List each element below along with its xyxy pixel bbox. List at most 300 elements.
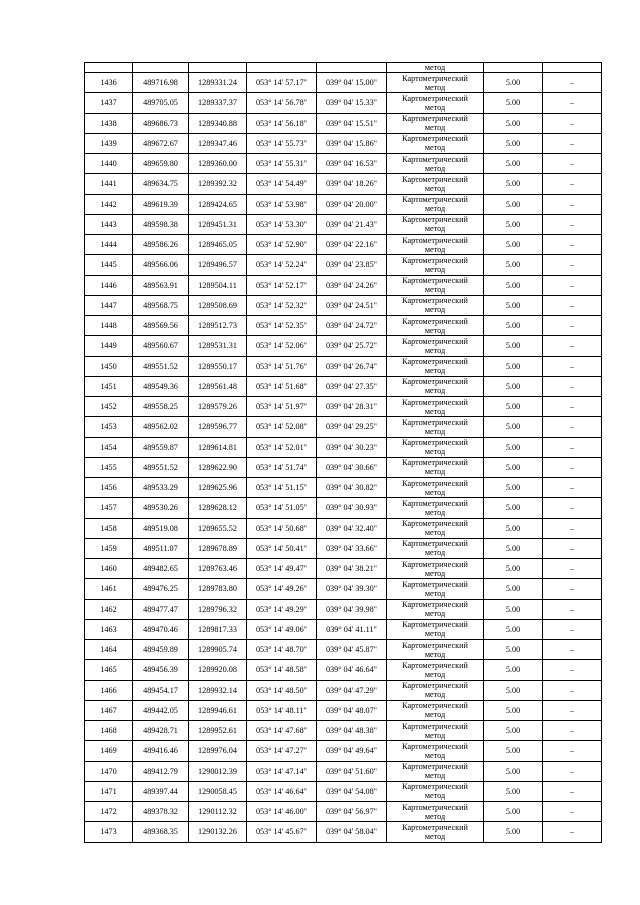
empty-cell — [189, 63, 247, 73]
x-coordinate-cell: 489598.38 — [133, 214, 189, 234]
x-coordinate-cell: 489442.05 — [133, 700, 189, 720]
longitude-cell: 039° 04' 38.21" — [317, 559, 387, 579]
table-row — [85, 437, 602, 457]
x-coordinate-cell: 489566.06 — [133, 255, 189, 275]
latitude-cell: 053° 14' 56.78" — [247, 93, 317, 113]
precision-cell: 5.00 — [484, 498, 543, 518]
note-cell: – — [543, 599, 602, 619]
longitude-cell: 039° 04' 47.29" — [317, 680, 387, 700]
point-number-cell: 1454 — [85, 437, 133, 457]
table-row — [85, 518, 602, 538]
method-line-1: Картометрический — [402, 114, 468, 124]
longitude-cell: 039° 04' 21.43" — [317, 214, 387, 234]
x-coordinate-cell: 489659.80 — [133, 154, 189, 174]
precision-cell: 5.00 — [484, 397, 543, 417]
note-cell: – — [543, 275, 602, 295]
longitude-cell: 039° 04' 23.85" — [317, 255, 387, 275]
method-line-1: Картометрический — [402, 296, 468, 306]
latitude-cell: 053° 14' 46.00" — [247, 802, 317, 822]
method-line-2: метод — [424, 102, 446, 112]
method-line-1: Картометрический — [402, 93, 468, 103]
method-cell — [387, 457, 484, 477]
x-coordinate-cell: 489559.87 — [133, 437, 189, 457]
longitude-cell: 039° 04' 41.11" — [317, 619, 387, 639]
x-coordinate-cell: 489459.89 — [133, 640, 189, 660]
point-number-cell: 1443 — [85, 214, 133, 234]
y-coordinate-cell: 1289561.48 — [189, 376, 247, 396]
longitude-cell: 039° 04' 56.97" — [317, 802, 387, 822]
empty-cell — [85, 63, 133, 73]
precision-cell: 5.00 — [484, 133, 543, 153]
method-line-1: Картометрический — [402, 681, 468, 691]
y-coordinate-cell: 1289596.77 — [189, 417, 247, 437]
x-coordinate-cell: 489705.05 — [133, 93, 189, 113]
latitude-cell: 053° 14' 50.41" — [247, 538, 317, 558]
table-row — [85, 214, 602, 234]
precision-cell: 5.00 — [484, 721, 543, 741]
method-line-2: метод — [424, 669, 446, 679]
note-cell: – — [543, 336, 602, 356]
point-number-cell: 1446 — [85, 275, 133, 295]
latitude-cell: 053° 14' 48.50" — [247, 680, 317, 700]
precision-cell: 5.00 — [484, 154, 543, 174]
method-line-2: метод — [424, 750, 446, 760]
latitude-cell: 053° 14' 52.24" — [247, 255, 317, 275]
y-coordinate-cell: 1290012.39 — [189, 761, 247, 781]
point-number-cell: 1442 — [85, 194, 133, 214]
table-row — [85, 619, 602, 639]
latitude-cell: 053° 14' 52.35" — [247, 316, 317, 336]
table-row — [85, 498, 602, 518]
table-row — [85, 376, 602, 396]
method-line-1: Картометрический — [402, 640, 468, 650]
method-line-1: Картометрический — [402, 154, 468, 164]
longitude-cell: 039° 04' 20.00" — [317, 194, 387, 214]
latitude-cell: 053° 14' 45.67" — [247, 822, 317, 842]
table-row — [85, 781, 602, 801]
method-cell — [387, 336, 484, 356]
precision-cell: 5.00 — [484, 194, 543, 214]
y-coordinate-cell: 1289655.52 — [189, 518, 247, 538]
y-coordinate-cell: 1289920.08 — [189, 660, 247, 680]
latitude-cell: 053° 14' 46.64" — [247, 781, 317, 801]
method-cell — [387, 802, 484, 822]
longitude-cell: 039° 04' 30.23" — [317, 437, 387, 457]
x-coordinate-cell: 489530.26 — [133, 498, 189, 518]
method-cell — [387, 113, 484, 133]
latitude-cell: 053° 14' 55.31" — [247, 154, 317, 174]
table-row — [85, 741, 602, 761]
method-line-1: Картометрический — [402, 458, 468, 468]
longitude-cell: 039° 04' 33.66" — [317, 538, 387, 558]
longitude-cell: 039° 04' 18.26" — [317, 174, 387, 194]
method-line-2: метод — [424, 406, 446, 416]
point-number-cell: 1471 — [85, 781, 133, 801]
x-coordinate-cell: 489454.17 — [133, 680, 189, 700]
table-row — [85, 660, 602, 680]
point-number-cell: 1453 — [85, 417, 133, 437]
method-line-1: Картометрический — [402, 519, 468, 529]
y-coordinate-cell: 1289512.73 — [189, 316, 247, 336]
x-coordinate-cell: 489686.73 — [133, 113, 189, 133]
table-row — [85, 397, 602, 417]
method-line-2: метод — [424, 730, 446, 740]
precision-cell: 5.00 — [484, 781, 543, 801]
precision-cell: 5.00 — [484, 93, 543, 113]
longitude-cell: 039° 04' 15.33" — [317, 93, 387, 113]
table-row — [85, 822, 602, 842]
method-line-2: метод — [424, 649, 446, 659]
precision-cell: 5.00 — [484, 700, 543, 720]
x-coordinate-cell: 489568.75 — [133, 295, 189, 315]
method-line-2: метод — [424, 82, 446, 92]
latitude-cell: 053° 14' 52.32" — [247, 295, 317, 315]
latitude-cell: 053° 14' 54.49" — [247, 174, 317, 194]
longitude-cell: 039° 04' 15.00" — [317, 73, 387, 93]
longitude-cell: 039° 04' 26.74" — [317, 356, 387, 376]
x-coordinate-cell: 489511.07 — [133, 538, 189, 558]
latitude-cell: 053° 14' 53.30" — [247, 214, 317, 234]
table-row — [85, 599, 602, 619]
precision-cell: 5.00 — [484, 316, 543, 336]
method-line-2: метод — [424, 224, 446, 234]
point-number-cell: 1448 — [85, 316, 133, 336]
latitude-cell: 053° 14' 47.27" — [247, 741, 317, 761]
longitude-cell: 039° 04' 15.51" — [317, 113, 387, 133]
note-cell: – — [543, 700, 602, 720]
method-cell — [387, 397, 484, 417]
method-line-2: метод — [424, 507, 446, 517]
table-row — [85, 154, 602, 174]
latitude-cell: 053° 14' 47.68" — [247, 721, 317, 741]
precision-cell: 5.00 — [484, 174, 543, 194]
y-coordinate-cell: 1289932.14 — [189, 680, 247, 700]
note-cell: – — [543, 478, 602, 498]
y-coordinate-cell: 1289392.32 — [189, 174, 247, 194]
latitude-cell: 053° 14' 52.08" — [247, 417, 317, 437]
point-number-cell: 1465 — [85, 660, 133, 680]
y-coordinate-cell: 1289508.69 — [189, 295, 247, 315]
method-cell — [387, 93, 484, 113]
note-cell: – — [543, 579, 602, 599]
longitude-cell: 039° 04' 46.64" — [317, 660, 387, 680]
method-line-1: Картометрический — [402, 336, 468, 346]
longitude-cell: 039° 04' 51.60" — [317, 761, 387, 781]
note-cell: – — [543, 356, 602, 376]
method-line-1: Картометрический — [402, 802, 468, 812]
method-line-2: метод — [424, 285, 446, 295]
longitude-cell: 039° 04' 49.64" — [317, 741, 387, 761]
point-number-cell: 1463 — [85, 619, 133, 639]
method-line-2: метод — [424, 588, 446, 598]
x-coordinate-cell: 489562.02 — [133, 417, 189, 437]
table-row — [85, 336, 602, 356]
method-line-1: Картометрический — [402, 822, 468, 832]
y-coordinate-cell: 1289625.96 — [189, 478, 247, 498]
point-number-cell: 1467 — [85, 700, 133, 720]
method-line-2: метод — [424, 386, 446, 396]
precision-cell: 5.00 — [484, 599, 543, 619]
table-row — [85, 93, 602, 113]
method-line-1: Картометрический — [402, 235, 468, 245]
method-line-2: метод — [424, 528, 446, 538]
note-cell: – — [543, 619, 602, 639]
method-cell — [387, 781, 484, 801]
method-line-1: Картометрический — [402, 134, 468, 144]
note-cell: – — [543, 457, 602, 477]
y-coordinate-cell: 1290112.32 — [189, 802, 247, 822]
method-line-1: Картометрический — [402, 782, 468, 792]
point-number-cell: 1439 — [85, 133, 133, 153]
note-cell: – — [543, 559, 602, 579]
y-coordinate-cell: 1289628.12 — [189, 498, 247, 518]
latitude-cell: 053° 14' 49.26" — [247, 579, 317, 599]
method-cell — [387, 822, 484, 842]
note-cell: – — [543, 437, 602, 457]
method-line-2: метод — [424, 831, 446, 841]
x-coordinate-cell: 489672.67 — [133, 133, 189, 153]
y-coordinate-cell: 1289796.32 — [189, 599, 247, 619]
method-cell — [387, 619, 484, 639]
point-number-cell: 1466 — [85, 680, 133, 700]
method-cell — [387, 376, 484, 396]
table-row — [85, 295, 602, 315]
y-coordinate-cell: 1289504.11 — [189, 275, 247, 295]
method-cell — [387, 174, 484, 194]
precision-cell: 5.00 — [484, 214, 543, 234]
method-line-1: Картометрический — [402, 660, 468, 670]
x-coordinate-cell: 489378.32 — [133, 802, 189, 822]
latitude-cell: 053° 14' 56.18" — [247, 113, 317, 133]
method-cell: метод — [387, 63, 484, 73]
y-coordinate-cell: 1289331.24 — [189, 73, 247, 93]
latitude-cell: 053° 14' 49.06" — [247, 619, 317, 639]
method-cell — [387, 660, 484, 680]
method-line-2: метод — [424, 325, 446, 335]
latitude-cell: 053° 14' 48.70" — [247, 640, 317, 660]
note-cell: – — [543, 761, 602, 781]
point-number-cell: 1447 — [85, 295, 133, 315]
x-coordinate-cell: 489397.44 — [133, 781, 189, 801]
method-cell — [387, 316, 484, 336]
method-line-2: метод — [424, 163, 446, 173]
longitude-cell: 039° 04' 39.30" — [317, 579, 387, 599]
precision-cell: 5.00 — [484, 640, 543, 660]
precision-cell: 5.00 — [484, 478, 543, 498]
method-cell — [387, 478, 484, 498]
method-line-1: Картометрический — [402, 174, 468, 184]
latitude-cell: 053° 14' 51.97" — [247, 397, 317, 417]
method-cell — [387, 133, 484, 153]
x-coordinate-cell: 489533.29 — [133, 478, 189, 498]
method-line-2: метод — [424, 345, 446, 355]
longitude-cell: 039° 04' 30.93" — [317, 498, 387, 518]
longitude-cell: 039° 04' 39.98" — [317, 599, 387, 619]
method-line-2: метод — [424, 264, 446, 274]
precision-cell: 5.00 — [484, 336, 543, 356]
precision-cell: 5.00 — [484, 255, 543, 275]
note-cell: – — [543, 113, 602, 133]
precision-cell: 5.00 — [484, 73, 543, 93]
point-number-cell: 1472 — [85, 802, 133, 822]
point-number-cell: 1437 — [85, 93, 133, 113]
longitude-cell: 039° 04' 32.40" — [317, 518, 387, 538]
precision-cell: 5.00 — [484, 437, 543, 457]
method-line-2: метод — [424, 123, 446, 133]
method-cell — [387, 295, 484, 315]
precision-cell: 5.00 — [484, 802, 543, 822]
note-cell: – — [543, 174, 602, 194]
method-cell — [387, 498, 484, 518]
precision-cell: 5.00 — [484, 559, 543, 579]
note-cell: – — [543, 73, 602, 93]
y-coordinate-cell: 1289952.61 — [189, 721, 247, 741]
empty-cell — [484, 63, 543, 73]
y-coordinate-cell: 1289905.74 — [189, 640, 247, 660]
y-coordinate-cell: 1289451.31 — [189, 214, 247, 234]
note-cell: – — [543, 721, 602, 741]
method-line-2: метод — [424, 548, 446, 558]
method-line-1: Картометрический — [402, 701, 468, 711]
empty-cell — [247, 63, 317, 73]
method-cell — [387, 235, 484, 255]
precision-cell: 5.00 — [484, 660, 543, 680]
method-line-2: метод — [424, 629, 446, 639]
method-line-2: метод — [424, 710, 446, 720]
method-line-2: метод — [424, 791, 446, 801]
method-line-1: Картометрический — [402, 762, 468, 772]
empty-cell — [133, 63, 189, 73]
x-coordinate-cell: 489482.65 — [133, 559, 189, 579]
point-number-cell: 1460 — [85, 559, 133, 579]
method-cell — [387, 579, 484, 599]
y-coordinate-cell: 1289622.90 — [189, 457, 247, 477]
method-line-1: Картометрический — [402, 377, 468, 387]
method-line-1: Картометрический — [402, 276, 468, 286]
longitude-cell: 039° 04' 16.53" — [317, 154, 387, 174]
x-coordinate-cell: 489470.46 — [133, 619, 189, 639]
y-coordinate-cell: 1289465.05 — [189, 235, 247, 255]
method-cell — [387, 761, 484, 781]
precision-cell: 5.00 — [484, 376, 543, 396]
note-cell: – — [543, 741, 602, 761]
method-line-2: метод — [424, 771, 446, 781]
longitude-cell: 039° 04' 30.82" — [317, 478, 387, 498]
y-coordinate-cell: 1289531.31 — [189, 336, 247, 356]
table-row — [85, 680, 602, 700]
method-line-2: метод — [424, 244, 446, 254]
method-line-1: Картометрический — [402, 498, 468, 508]
point-number-cell: 1440 — [85, 154, 133, 174]
method-line-1: Картометрический — [402, 417, 468, 427]
x-coordinate-cell: 489563.91 — [133, 275, 189, 295]
method-cell — [387, 518, 484, 538]
y-coordinate-cell: 1289763.46 — [189, 559, 247, 579]
method-cell — [387, 599, 484, 619]
table-row — [85, 194, 602, 214]
table-body — [85, 63, 602, 843]
x-coordinate-cell: 489634.75 — [133, 174, 189, 194]
precision-cell: 5.00 — [484, 356, 543, 376]
precision-cell: 5.00 — [484, 822, 543, 842]
x-coordinate-cell: 489558.25 — [133, 397, 189, 417]
longitude-cell: 039° 04' 58.04" — [317, 822, 387, 842]
longitude-cell: 039° 04' 22.16" — [317, 235, 387, 255]
method-line-2: метод — [424, 609, 446, 619]
y-coordinate-cell: 1290132.26 — [189, 822, 247, 842]
note-cell: – — [543, 518, 602, 538]
y-coordinate-cell: 1289579.26 — [189, 397, 247, 417]
note-cell: – — [543, 397, 602, 417]
longitude-cell: 039° 04' 29.25" — [317, 417, 387, 437]
note-cell: – — [543, 376, 602, 396]
note-cell: – — [543, 417, 602, 437]
latitude-cell: 053° 14' 52.01" — [247, 437, 317, 457]
point-number-cell: 1451 — [85, 376, 133, 396]
continuation-row — [85, 63, 602, 73]
method-cell — [387, 640, 484, 660]
y-coordinate-cell: 1289614.81 — [189, 437, 247, 457]
method-cell — [387, 73, 484, 93]
longitude-cell: 039° 04' 48.38" — [317, 721, 387, 741]
method-line-2: метод — [424, 305, 446, 315]
method-cell — [387, 721, 484, 741]
x-coordinate-cell: 489549.36 — [133, 376, 189, 396]
precision-cell: 5.00 — [484, 457, 543, 477]
method-line-1: Картометрический — [402, 721, 468, 731]
point-number-cell: 1436 — [85, 73, 133, 93]
latitude-cell: 053° 14' 53.98" — [247, 194, 317, 214]
empty-cell — [543, 63, 602, 73]
longitude-cell: 039° 04' 28.31" — [317, 397, 387, 417]
x-coordinate-cell: 489586.26 — [133, 235, 189, 255]
method-line-1: Картометрический — [402, 397, 468, 407]
precision-cell: 5.00 — [484, 113, 543, 133]
table-row — [85, 417, 602, 437]
note-cell: – — [543, 781, 602, 801]
longitude-cell: 039° 04' 24.51" — [317, 295, 387, 315]
table-row — [85, 640, 602, 660]
point-number-cell: 1457 — [85, 498, 133, 518]
precision-cell: 5.00 — [484, 761, 543, 781]
method-line-1: Картометрический — [402, 620, 468, 630]
note-cell: – — [543, 802, 602, 822]
latitude-cell: 053° 14' 52.06" — [247, 336, 317, 356]
x-coordinate-cell: 489416.46 — [133, 741, 189, 761]
method-line-2: метод — [424, 690, 446, 700]
note-cell: – — [543, 640, 602, 660]
point-number-cell: 1445 — [85, 255, 133, 275]
method-cell — [387, 700, 484, 720]
point-number-cell: 1450 — [85, 356, 133, 376]
precision-cell: 5.00 — [484, 741, 543, 761]
note-cell: – — [543, 680, 602, 700]
x-coordinate-cell: 489412.79 — [133, 761, 189, 781]
table-row — [85, 761, 602, 781]
method-line-1: Картометрический — [402, 357, 468, 367]
precision-cell: 5.00 — [484, 275, 543, 295]
note-cell: – — [543, 133, 602, 153]
longitude-cell: 039° 04' 25.72" — [317, 336, 387, 356]
x-coordinate-cell: 489476.25 — [133, 579, 189, 599]
latitude-cell: 053° 14' 52.90" — [247, 235, 317, 255]
point-number-cell: 1449 — [85, 336, 133, 356]
table-row — [85, 133, 602, 153]
latitude-cell: 053° 14' 49.47" — [247, 559, 317, 579]
table-row — [85, 275, 602, 295]
longitude-cell: 039° 04' 48.07" — [317, 700, 387, 720]
method-line-2: метод — [424, 426, 446, 436]
